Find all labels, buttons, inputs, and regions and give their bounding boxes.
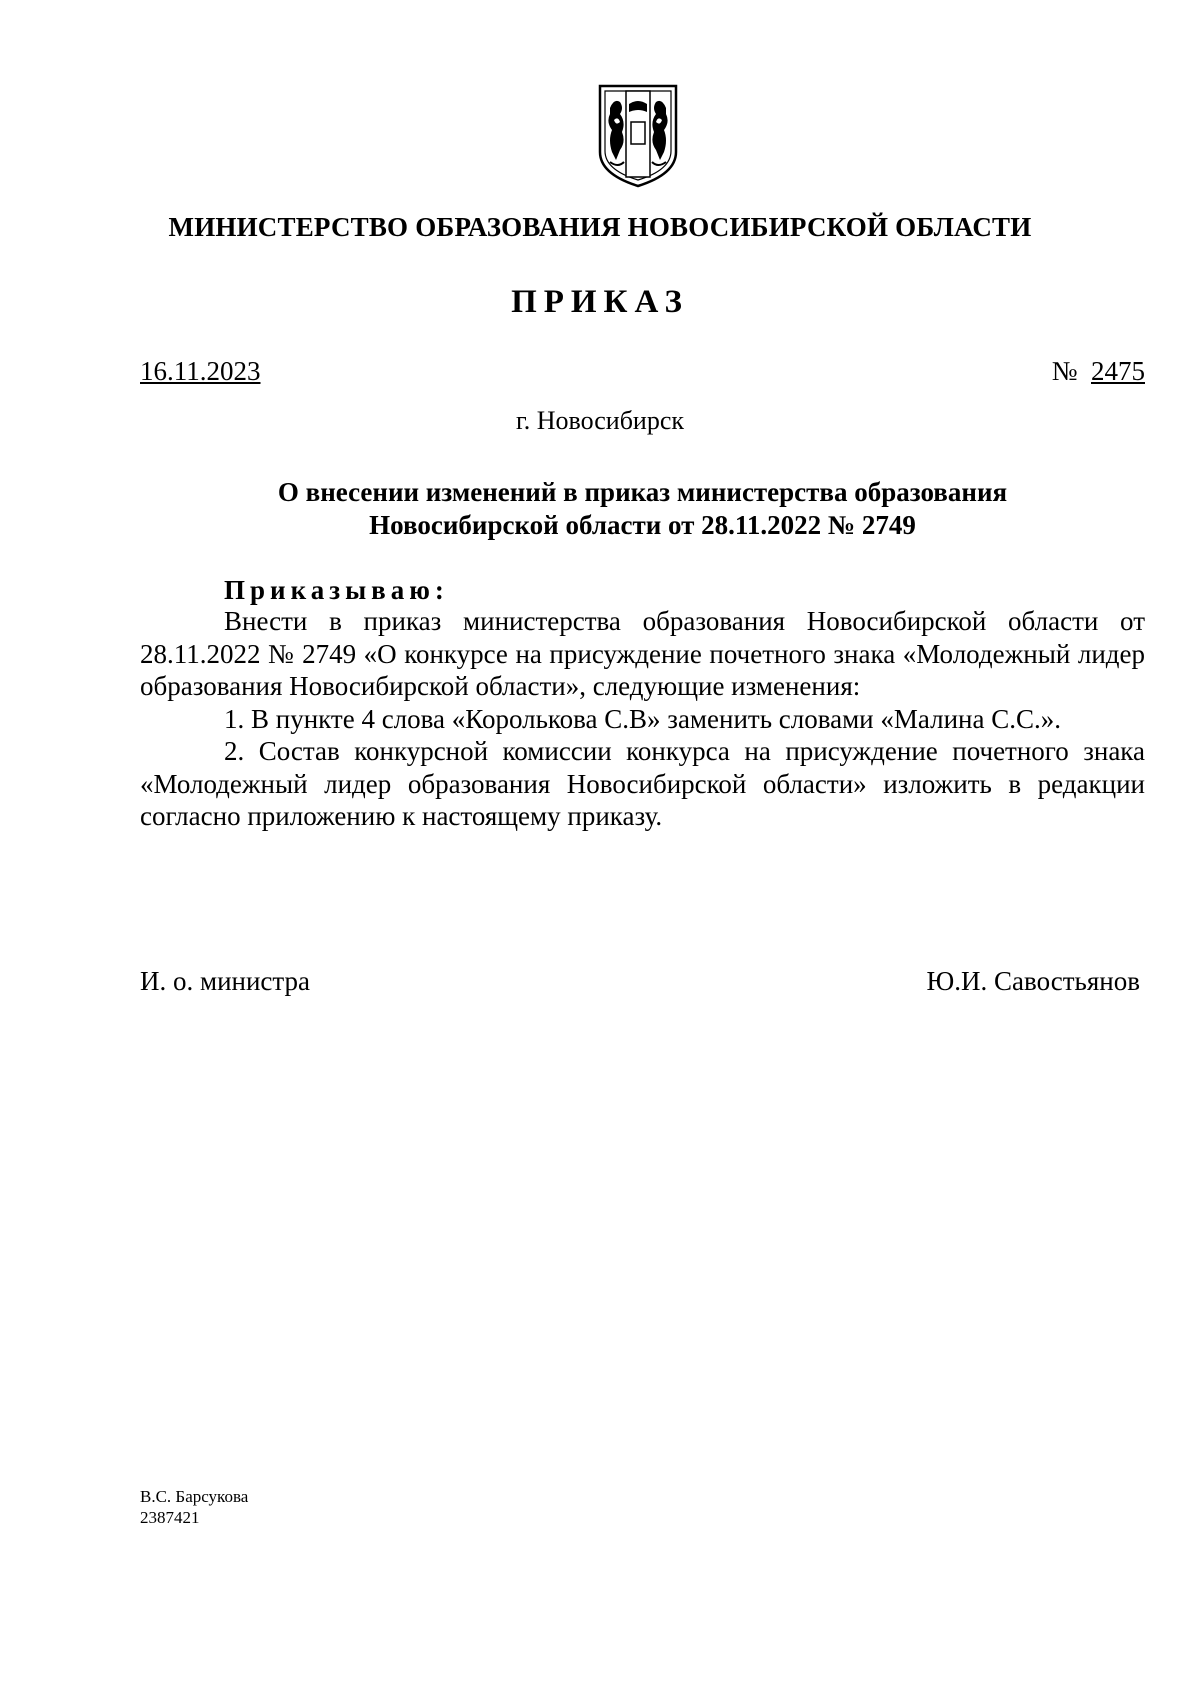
body-paragraph-2: 1. В пункте 4 слова «Королькова С.В» заменить словами «Малина С.С.». — [224, 703, 1061, 734]
number-value: 2475 — [1091, 356, 1145, 386]
subject-line-2: Новосибирской области от 28.11.2022 № 2749 — [369, 510, 916, 540]
signatory-name: Ю.И. Савостьянов — [926, 966, 1140, 996]
order-label: Приказываю: — [224, 575, 449, 605]
executor-block — [140, 1486, 248, 1528]
coat-of-arms-icon — [596, 82, 680, 190]
document-number — [1052, 356, 1145, 387]
body-paragraph-3: 2. Состав конкурсной комиссии конкурса на присуждение почетного знака «Молодежный лидер образования Новосибирской области» изложить в редакции согласно приложению к настоящему приказу. — [140, 736, 1145, 831]
executor-name: В.С. Барсукова — [140, 1487, 249, 1506]
executor-phone: 2387421 — [140, 1508, 200, 1527]
city: г. Новосибирск — [515, 406, 685, 435]
body-paragraph-1: Внести в приказ министерства образования Новосибирской области от 28.11.2022 № 2749 «О конкурсе на присуждение почетного знака «Молодежный лидер образования Новосибирской области», следующие изменения: — [140, 606, 1145, 701]
number-prefix: № — [1051, 356, 1078, 386]
document-body — [140, 605, 1145, 833]
subject-line-1: О внесении изменений в приказ министерства образования — [277, 477, 1008, 507]
signatory-title: И. о. министра — [140, 966, 311, 996]
document-date: 16.11.2023 — [140, 356, 261, 386]
ministry-name: МИНИСТЕРСТВО ОБРАЗОВАНИЯ НОВОСИБИРСКОЙ ОБЛАСТИ — [168, 212, 1032, 242]
document-subject — [140, 476, 1145, 542]
document-type-title: ПРИКАЗ — [511, 284, 689, 320]
